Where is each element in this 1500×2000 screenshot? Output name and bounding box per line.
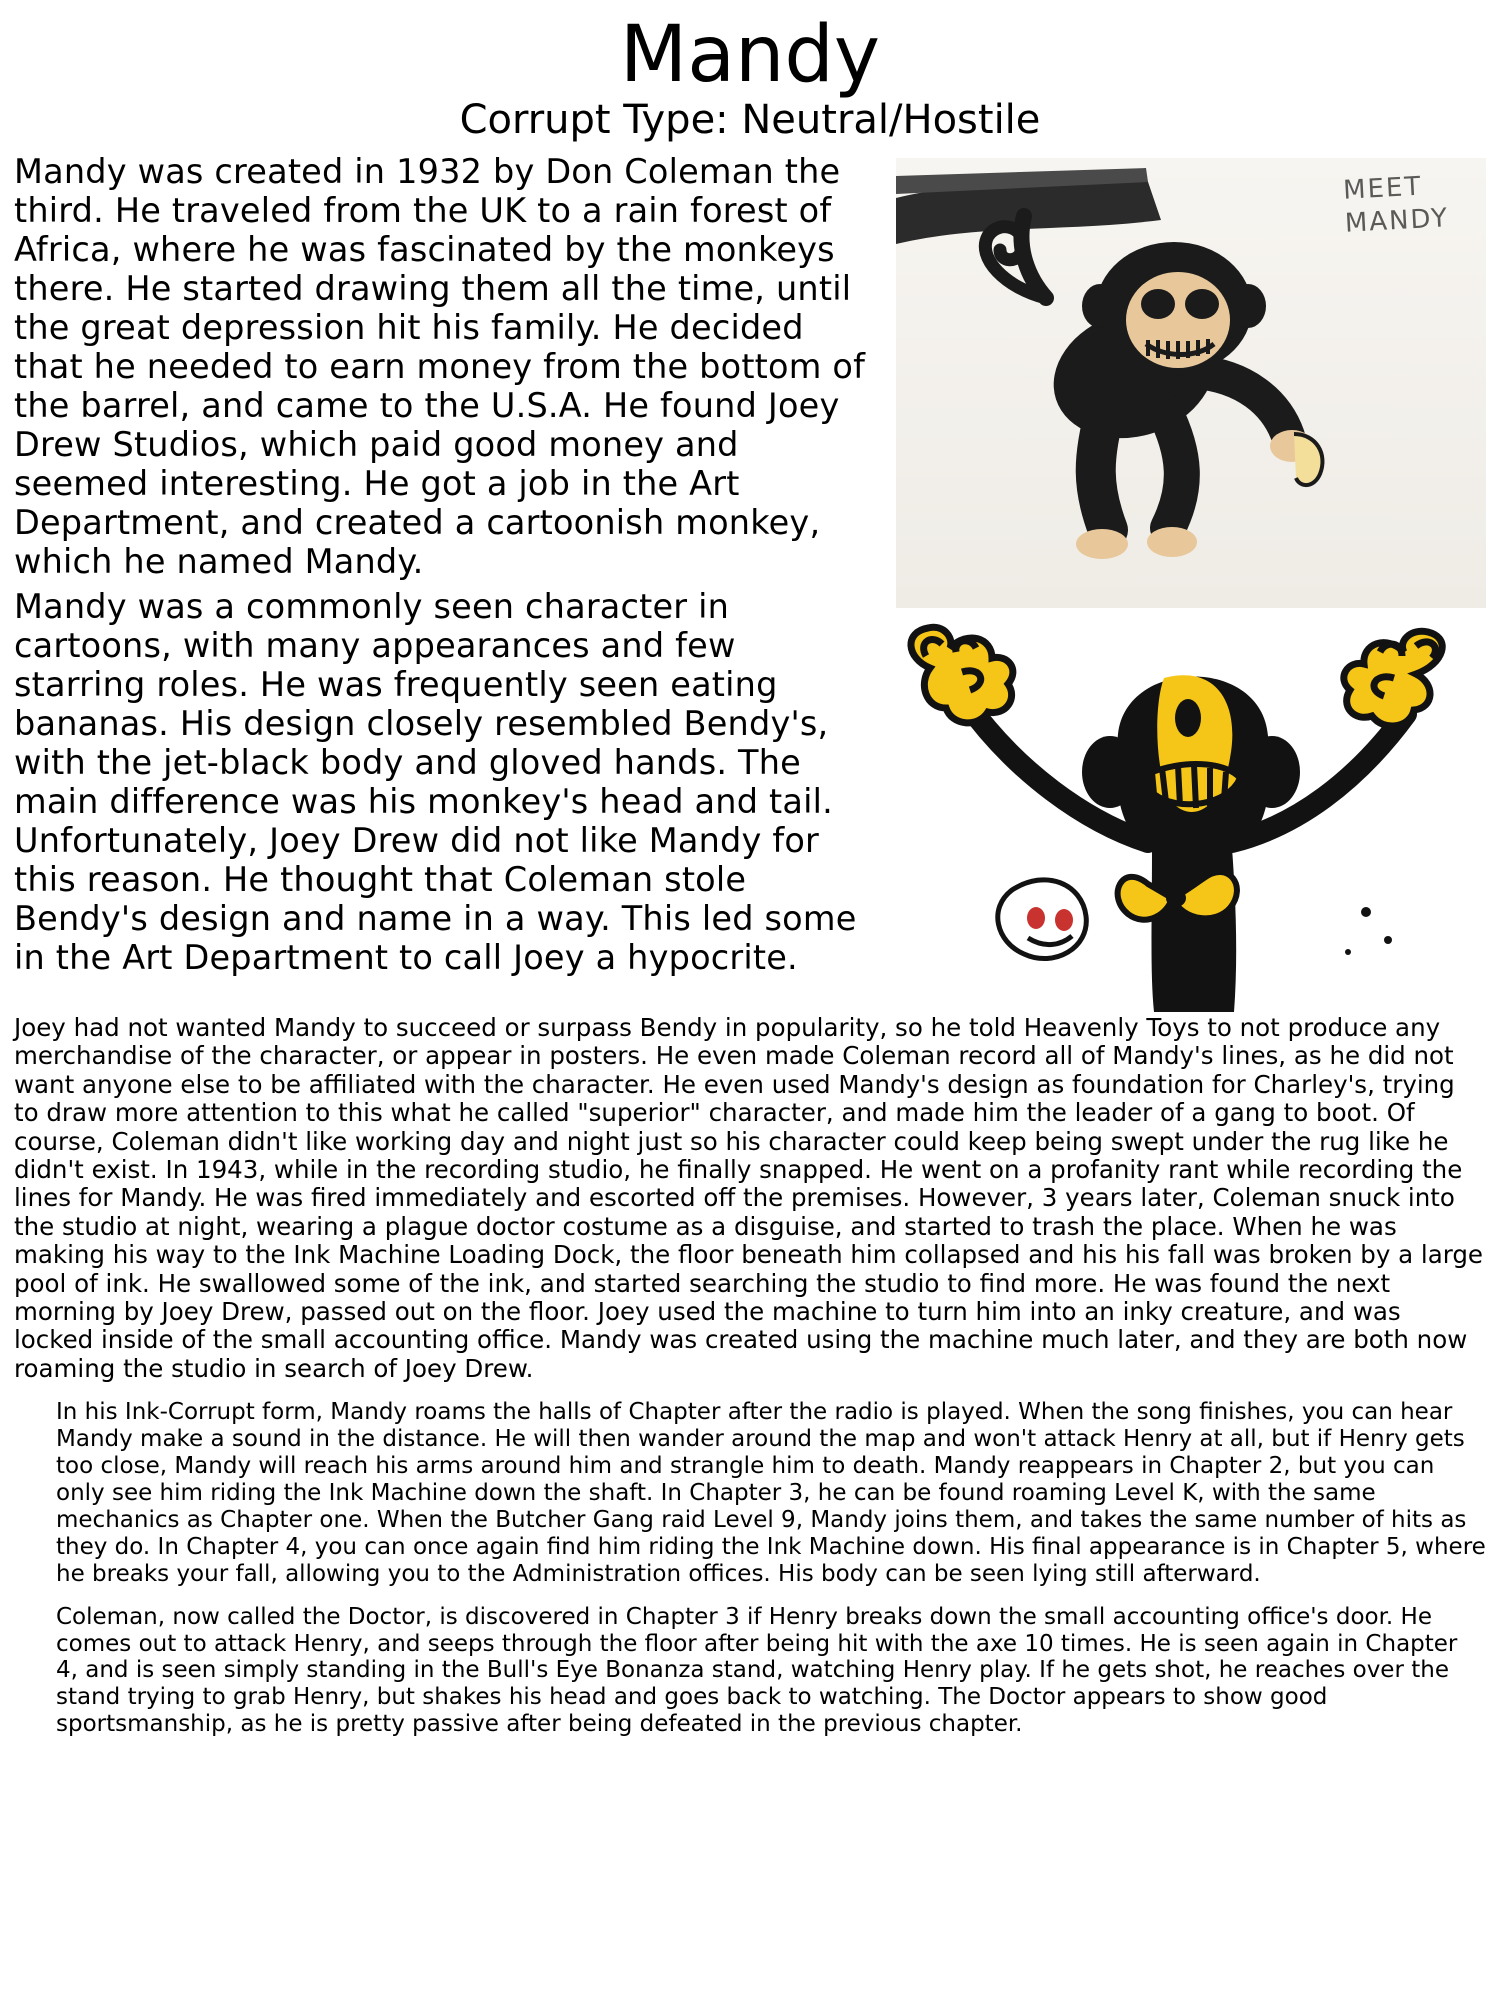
paragraph-history: Joey had not wanted Mandy to succeed or surpass Bendy in popularity, so he told Heavenly Toys to not produce any merchandise of the character, or appear in posters. He even made Coleman record all of Mandy's lines, as he did not want anyone else to be affiliated with the character. He even used Mandy's design as foundation for Charley's, trying to draw more attention to this what he called "superior" character, and made him the leader of a gang to boot. Of course, Coleman didn't like working day and night just so his character could keep being swept under the rug like he didn't exist. In 1943, while in the recording studio, he finally snapped. He went on a profanity rant while recording the lines for Mandy. He was fired immediately and escorted off the premises. However, 3 years later, Coleman snuck into the studio at night, wearing a plague doctor costume as a disguise, and started to trash the place. When he was making his way to the Ink Machine Loading Dock, the floor beneath him collapsed and his his fall was broken by a large pool of ink. He swallowed some of the ink, and started searching the studio to find more. He was found the next morning by Joey Drew, passed out on the floor. Joey used the machine to turn him into an inky creature, and was locked inside of the small accounting office. Mandy was created using the machine much later, and they are both now roaming the studio in search of Joey Drew. bbox=[14, 1013, 1483, 1383]
paragraph-origin: Mandy was created in 1932 by Don Coleman the third. He traveled from the UK to a rain forest of Africa, where he was fascinated by the monkeys there. He started drawing them all the time, until the great depression hit his family. He decided that he needed to earn money from the bottom of the barrel, and came to the U.S.A. He found Joey Drew Studios, which paid good money and seemed interesting. He got a job in the Art Department, and created a cartoonish monkey, which he named Mandy. bbox=[14, 152, 866, 582]
photo-caption: MEET MANDY bbox=[1342, 171, 1450, 239]
monkey-photo-image bbox=[896, 158, 1486, 608]
page-title: Mandy bbox=[619, 10, 881, 100]
paragraph-ink-corrupt-form: In his Ink-Corrupt form, Mandy roams the halls of Chapter after the radio is played. When the song finishes, you can hear Mandy make a sound in the distance. He will then wander around the map and won't attack Henry at all, but if Henry gets too close, Mandy will reach his arms around him and strangle him to death. Mandy reappears in Chapter 2, but you can only see him riding the Ink Machine down the shaft. In Chapter 3, he can be found roaming Level K, with the same mechanics as Chapter one. When the Butcher Gang raid Level 9, Mandy joins them, and takes the same number of hits as they do. In Chapter 4, you can once again find him riding the Ink Machine down. His final appearance is in Chapter 5, where he breaks your fall, allowing you to the Administration offices. His body can be seen lying still afterward. bbox=[56, 1399, 1486, 1587]
cartoon-character-image bbox=[896, 622, 1486, 1012]
image-column bbox=[896, 152, 1486, 1012]
intro-text-column bbox=[14, 152, 876, 983]
paragraph-the-doctor: Coleman, now called the Doctor, is discovered in Chapter 3 if Henry breaks down the small accounting office's door. He comes out to attack Henry, and seeps through the floor after being hit with the axe 10 times. He is seen again in Chapter 4, and is seen simply standing in the Bull's Eye Bonanza stand, watching Henry play. If he gets shot, he reaches over the stand trying to grab Henry, but shakes his head and goes back to watching. The Doctor appears to show good sportsmanship, as he is pretty passive after being defeated in the previous chapter. bbox=[56, 1603, 1458, 1738]
paragraph-design: Mandy was a commonly seen character in cartoons, with many appearances and few starring roles. He was frequently seen eating bananas. His design closely resembled Bendy's, with the jet-black body and gloved hands. The main difference was his monkey's head and tail. Unfortunately, Joey Drew did not like Mandy for this reason. He thought that Coleman stole Bendy's design and name in a way. This led some in the Art Department to call Joey a hypocrite. bbox=[14, 587, 857, 978]
page-subtitle: Corrupt Type: Neutral/Hostile bbox=[459, 97, 1041, 143]
top-section bbox=[14, 152, 1486, 1012]
inky-monkey-icon bbox=[896, 622, 1486, 1012]
